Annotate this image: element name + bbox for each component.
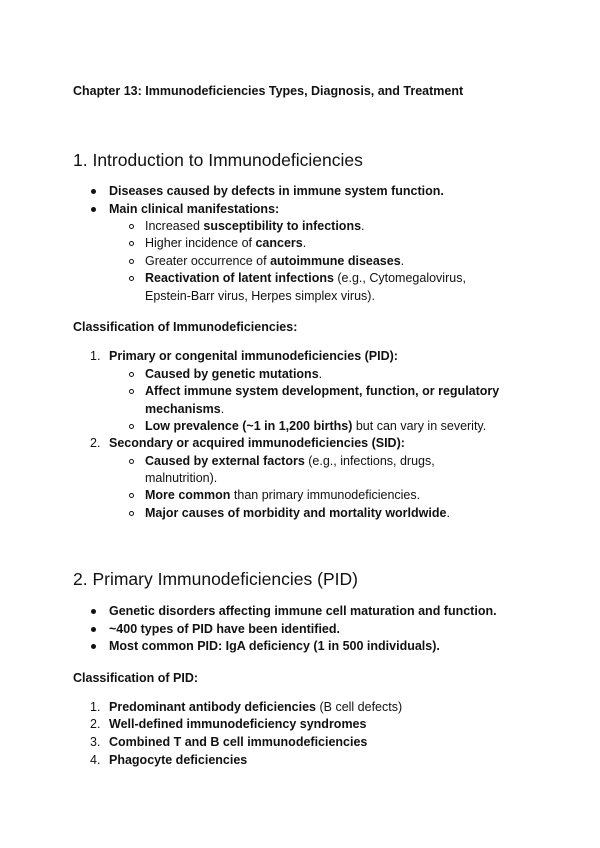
list-item-title: Secondary or acquired immunodeficiencies (SID): <box>109 436 405 450</box>
list-item <box>145 453 435 470</box>
list-item: Combined T and B cell immunodeficiencies <box>109 735 368 749</box>
text: Higher incidence of <box>145 236 256 250</box>
list-item <box>145 253 404 270</box>
text: . <box>318 367 323 381</box>
text-bold: Caused by genetic mutations <box>145 367 319 381</box>
list-number: 3. <box>90 735 101 749</box>
list-item-continuation: malnutrition). <box>145 471 218 485</box>
hollow-bullet-icon <box>129 511 134 516</box>
text-bold: Low prevalence (~1 in 1,200 births) <box>145 419 353 433</box>
list-item <box>145 366 322 383</box>
list-item <box>145 505 450 522</box>
text: (B cell defects) <box>316 700 403 714</box>
text: . <box>361 219 365 233</box>
hollow-bullet-icon <box>129 259 134 264</box>
hollow-bullet-icon <box>129 224 134 229</box>
hollow-bullet-icon <box>129 493 134 498</box>
hollow-bullet-icon <box>129 424 134 429</box>
section-1-heading: 1. Introduction to Immunodeficiencies <box>73 150 363 170</box>
text: Greater occurrence of <box>145 254 271 268</box>
list-item <box>145 235 306 252</box>
text-bold: susceptibility to infections <box>203 219 362 233</box>
text-bold: autoimmune diseases <box>270 254 401 268</box>
pid-classification-heading: Classification of PID: <box>73 671 199 685</box>
text-bold: Reactivation of latent infections <box>145 271 334 285</box>
list-item <box>145 218 365 235</box>
list-item-continuation: Epstein-Barr virus, Herpes simplex virus). <box>145 289 375 303</box>
text: but can vary in severity. <box>352 419 487 433</box>
hollow-bullet-icon <box>129 241 134 246</box>
list-item <box>145 270 466 287</box>
list-number: 1. <box>90 349 101 363</box>
list-item <box>145 418 486 435</box>
text-bold: mechanisms <box>145 402 221 416</box>
bullet-text: Most common PID: IgA deficiency (1 in 500 individuals). <box>109 639 440 653</box>
bullet-text: ~400 types of PID have been identified. <box>109 622 340 636</box>
text: Increased <box>145 219 204 233</box>
chapter-title: Chapter 13: Immunodeficiencies Types, Diagnosis, and Treatment <box>73 84 464 98</box>
bullet-text: Main clinical manifestations: <box>109 202 280 216</box>
bullet-icon <box>91 189 96 194</box>
list-item-continuation <box>145 401 224 418</box>
bullet-text: Genetic disorders affecting immune cell maturation and function. <box>109 604 497 618</box>
bullet-icon <box>91 609 96 614</box>
bullet-icon <box>91 644 96 649</box>
list-item: Phagocyte deficiencies <box>109 753 248 767</box>
classification-heading: Classification of Immunodeficiencies: <box>73 320 298 334</box>
text: (e.g., Cytomegalovirus, <box>333 271 466 285</box>
hollow-bullet-icon <box>129 276 134 281</box>
text: . <box>302 236 307 250</box>
hollow-bullet-icon <box>129 459 134 464</box>
hollow-bullet-icon <box>129 372 134 377</box>
list-item <box>109 699 402 716</box>
list-number: 2. <box>90 717 101 731</box>
list-number: 1. <box>90 700 101 714</box>
bullet-icon <box>91 207 96 212</box>
text: . <box>220 402 225 416</box>
text: than primary immunodeficiencies. <box>230 488 421 502</box>
text: . <box>400 254 405 268</box>
list-number: 2. <box>90 436 101 450</box>
text-bold: More common <box>145 488 231 502</box>
text-bold: Major causes of morbidity and mortality worldwide <box>145 506 447 520</box>
section-2-heading: 2. Primary Immunodeficiencies (PID) <box>73 569 358 589</box>
hollow-bullet-icon <box>129 389 134 394</box>
text-bold: Predominant antibody deficiencies <box>109 700 316 714</box>
list-item: Affect immune system development, function, or regulatory <box>145 384 500 398</box>
list-item <box>145 487 420 504</box>
text-bold: cancers <box>255 236 303 250</box>
list-item: Well-defined immunodeficiency syndromes <box>109 717 367 731</box>
bullet-text: Diseases caused by defects in immune system function. <box>109 184 444 198</box>
text: (e.g., infections, drugs, <box>304 454 435 468</box>
text: . <box>446 506 450 520</box>
list-number: 4. <box>90 753 101 767</box>
text-bold: Caused by external factors <box>145 454 305 468</box>
bullet-icon <box>91 627 96 632</box>
list-item-title: Primary or congenital immunodeficiencies (PID): <box>109 349 398 363</box>
